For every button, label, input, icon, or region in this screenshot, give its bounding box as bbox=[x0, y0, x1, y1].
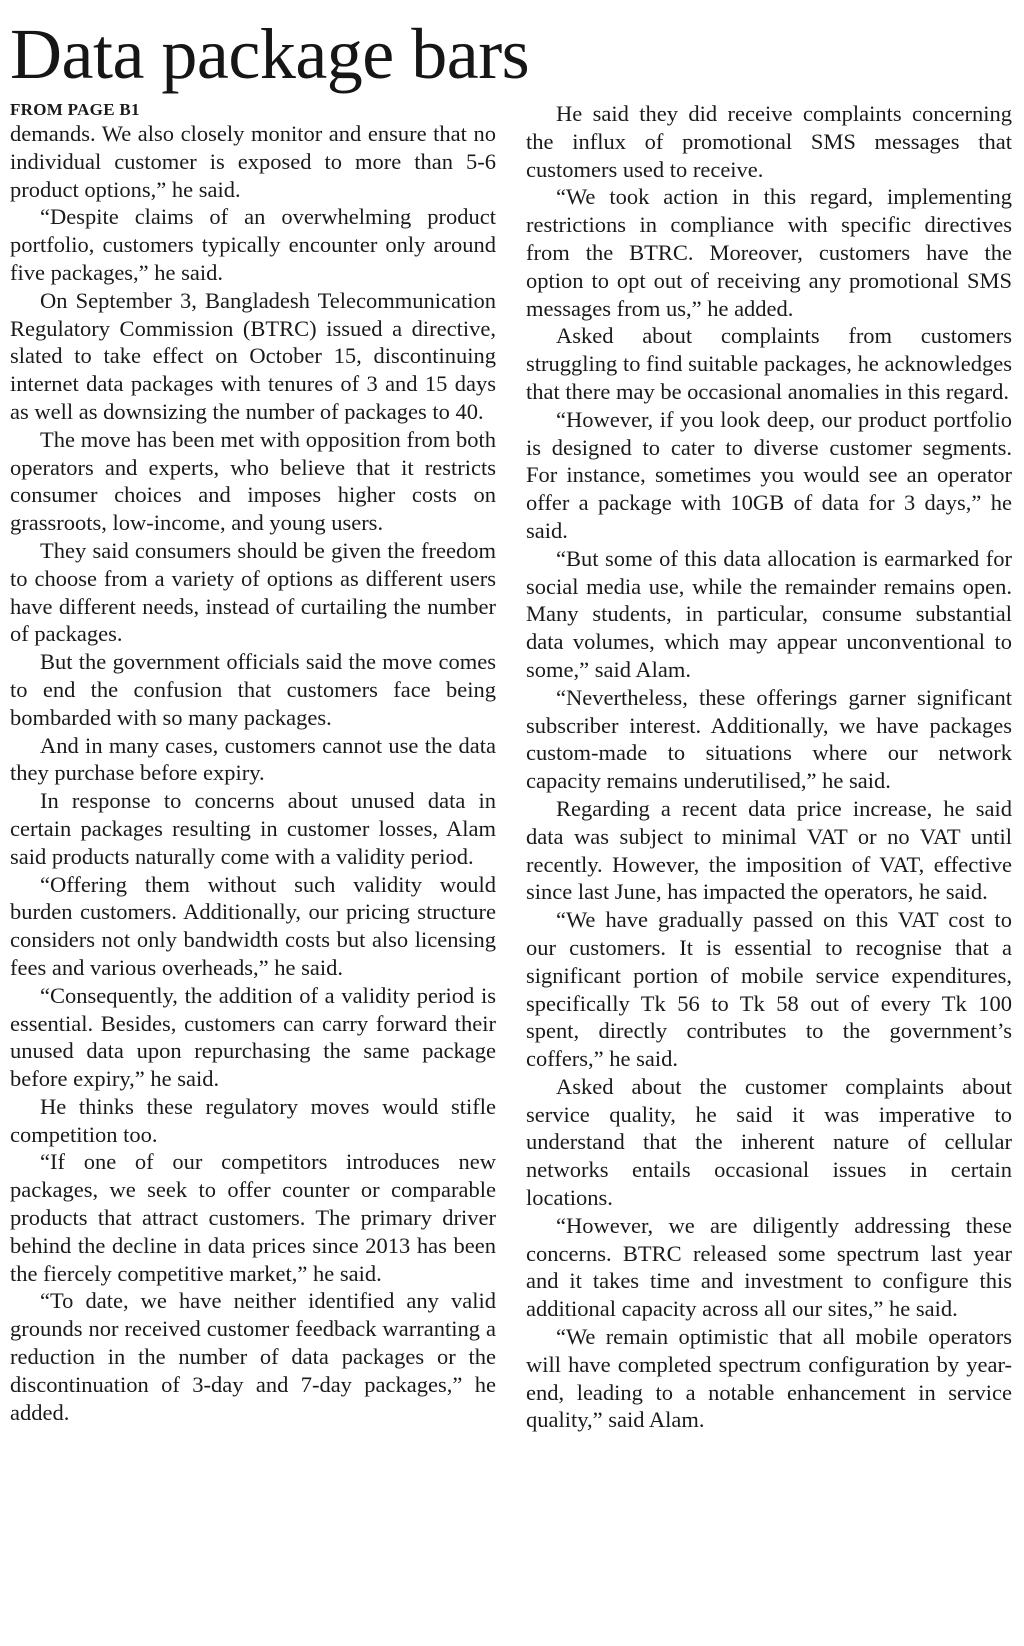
article-paragraph: But the government officials said the move comes to end the confusion that customers face being bombarded with so many packages. bbox=[10, 649, 496, 730]
article-paragraph: “We have gradually passed on this VAT cost to our customers. It is essential to recognise that a significant portion of mobile service expenditures, specifically Tk 56 to Tk 58 out of every Tk 100 spent, directly contributes to the government’s coffers,” he said. bbox=[526, 907, 1012, 1072]
article-paragraph: In response to concerns about unused data in certain packages resulting in customer losses, Alam said products naturally come with a validity period. bbox=[10, 788, 496, 869]
continued-from-label: FROM PAGE B1 bbox=[10, 100, 140, 119]
article-paragraph: “Offering them without such validity would burden customers. Additionally, our pricing structure considers not only bandwidth costs but also licensing fees and various overheads,” he said. bbox=[10, 871, 496, 980]
article-paragraph: He thinks these regulatory moves would stifle competition too. bbox=[10, 1093, 496, 1147]
article-paragraph: “Despite claims of an overwhelming product portfolio, customers typically encounter only around five packages,” he said. bbox=[10, 204, 496, 285]
article-paragraph: “We took action in this regard, implementing restrictions in compliance with specific directives from the BTRC. Moreover, customers have the option to opt out of receiving any promotional SMS messages from us,” he added. bbox=[526, 184, 1012, 321]
article-paragraph: And in many cases, customers cannot use the data they purchase before expiry. bbox=[10, 732, 496, 786]
article-paragraph: “To date, we have neither identified any valid grounds nor received customer feedback warranting a reduction in the number of data packages or the discontinuation of 3-day and 7-day packages,” he added. bbox=[10, 1288, 496, 1425]
article-paragraph: He said they did receive complaints concerning the influx of promotional SMS messages that customers used to receive. bbox=[526, 101, 1012, 182]
article-paragraph: demands. We also closely monitor and ensure that no individual customer is exposed to more than 5-6 product options,” he said. bbox=[10, 121, 496, 202]
article-paragraph: They said consumers should be given the freedom to choose from a variety of options as different users have different needs, instead of curtailing the number of packages. bbox=[10, 537, 496, 647]
article-paragraph: “Nevertheless, these offerings garner significant subscriber interest. Additionally, we have packages custom-made to situations where our network capacity remains underutilised,” he said. bbox=[526, 684, 1012, 794]
article-paragraph: On September 3, Bangladesh Telecommunication Regulatory Commission (BTRC) issued a directive, slated to take effect on October 15, discontinuing internet data packages with tenures of 3 and 15 days as well as downsizing the number of packages to 40. bbox=[10, 287, 496, 424]
article-paragraph: “We remain optimistic that all mobile operators will have completed spectrum configuration by year-end, leading to a notable enhancement in service quality,” said Alam. bbox=[526, 1324, 1012, 1433]
article-paragraph: Asked about complaints from customers struggling to find suitable packages, he acknowledges that there may be occasional anomalies in this regard. bbox=[526, 323, 1012, 404]
left-column bbox=[10, 100, 496, 1640]
right-column bbox=[526, 100, 1012, 1640]
article-paragraph: “Consequently, the addition of a validity period is essential. Besides, customers can carry forward their unused data upon repurchasing the same package before expiry,” he said. bbox=[10, 982, 496, 1092]
article-paragraph: Asked about the customer complaints about service quality, he said it was imperative to understand that the inherent nature of cellular networks entails occasional issues in certain locations. bbox=[526, 1073, 1012, 1211]
article-paragraph: “However, we are diligently addressing these concerns. BTRC released some spectrum last year and it takes time and investment to configure this additional capacity across all our sites,” he said. bbox=[526, 1212, 1012, 1322]
article-paragraph: Regarding a recent data price increase, he said data was subject to minimal VAT or no VAT until recently. However, the imposition of VAT, effective since last June, has impacted the operators, he said. bbox=[526, 795, 1012, 905]
article-paragraph: “However, if you look deep, our product portfolio is designed to cater to diverse customer segments. For instance, sometimes you would see an operator offer a package with 10GB of data for 3 days,” he said. bbox=[526, 406, 1012, 543]
headline: Data package bars bbox=[10, 14, 530, 94]
article-paragraph: “If one of our competitors introduces new packages, we seek to offer counter or comparable products that attract customers. The primary driver behind the decline in data prices since 2013 has been the fiercely competitive market,” he said. bbox=[10, 1149, 496, 1286]
article-paragraph: “But some of this data allocation is earmarked for social media use, while the remainder remains open. Many students, in particular, consume substantial data volumes, which may appear unconventional to some,” said Alam. bbox=[526, 545, 1012, 682]
article-paragraph: The move has been met with opposition from both operators and experts, who believe that it restricts consumer choices and imposes higher costs on grassroots, low-income, and young users. bbox=[10, 426, 496, 536]
